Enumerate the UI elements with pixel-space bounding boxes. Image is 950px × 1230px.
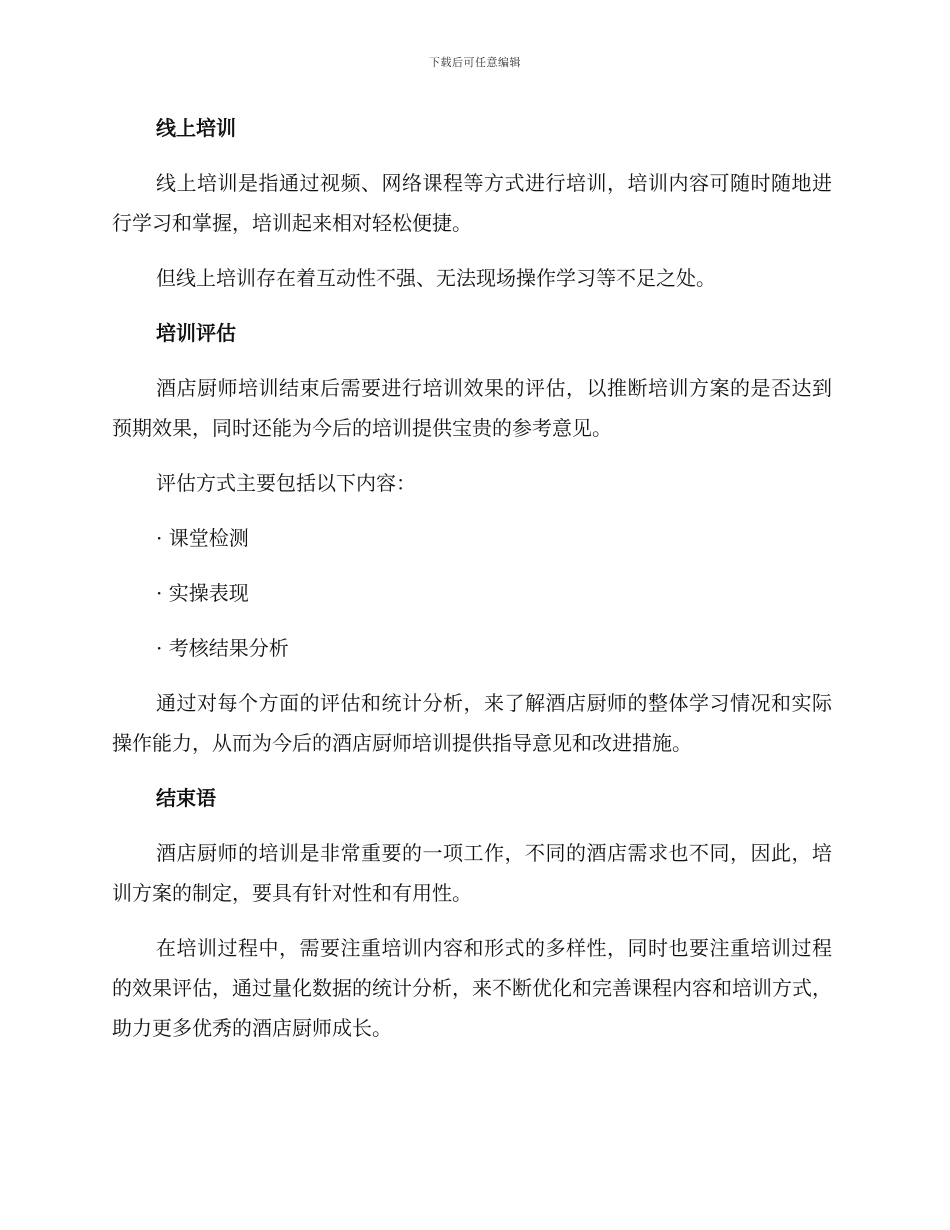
paragraph: 线上培训是指通过视频、网络课程等方式进行培训，培训内容可随时随地进行学习和掌握，培训起来相对轻松便捷。 [112,171,832,235]
section-heading-conclusion: 结束语 [156,786,216,810]
paragraph: 通过对每个方面的评估和统计分析，来了解酒店厨师的整体学习情况和实际操作能力，从而为今后的酒店厨师培训提供指导意见和改进措施。 [112,691,832,755]
paragraph: 在培训过程中，需要注重培训内容和形式的多样性，同时也要注重培训过程的效果评估，通过量化数据的统计分析，来不断优化和完善课程内容和培训方式，助力更多优秀的酒店厨师成长。 [112,936,832,1040]
document-body [112,108,832,1063]
section-heading-training-evaluation: 培训评估 [156,321,236,345]
paragraph: 酒店厨师培训结束后需要进行培训效果的评估，以推断培训方案的是否达到预期效果，同时还能为今后的培训提供宝贵的参考意见。 [112,376,832,440]
paragraph: 酒店厨师的培训是非常重要的一项工作，不同的酒店需求也不同，因此，培训方案的制定，要具有针对性和有用性。 [112,841,832,905]
section-heading-online-training: 线上培训 [156,116,236,140]
page-header: 下载后可任意编辑 [429,56,521,69]
list-item: · 考核结果分析 [156,636,289,660]
paragraph: 评估方式主要包括以下内容： [156,471,416,495]
list-item: · 实操表现 [156,581,249,605]
list-item: · 课堂检测 [156,526,249,550]
paragraph: 但线上培训存在着互动性不强、无法现场操作学习等不足之处。 [156,266,716,290]
